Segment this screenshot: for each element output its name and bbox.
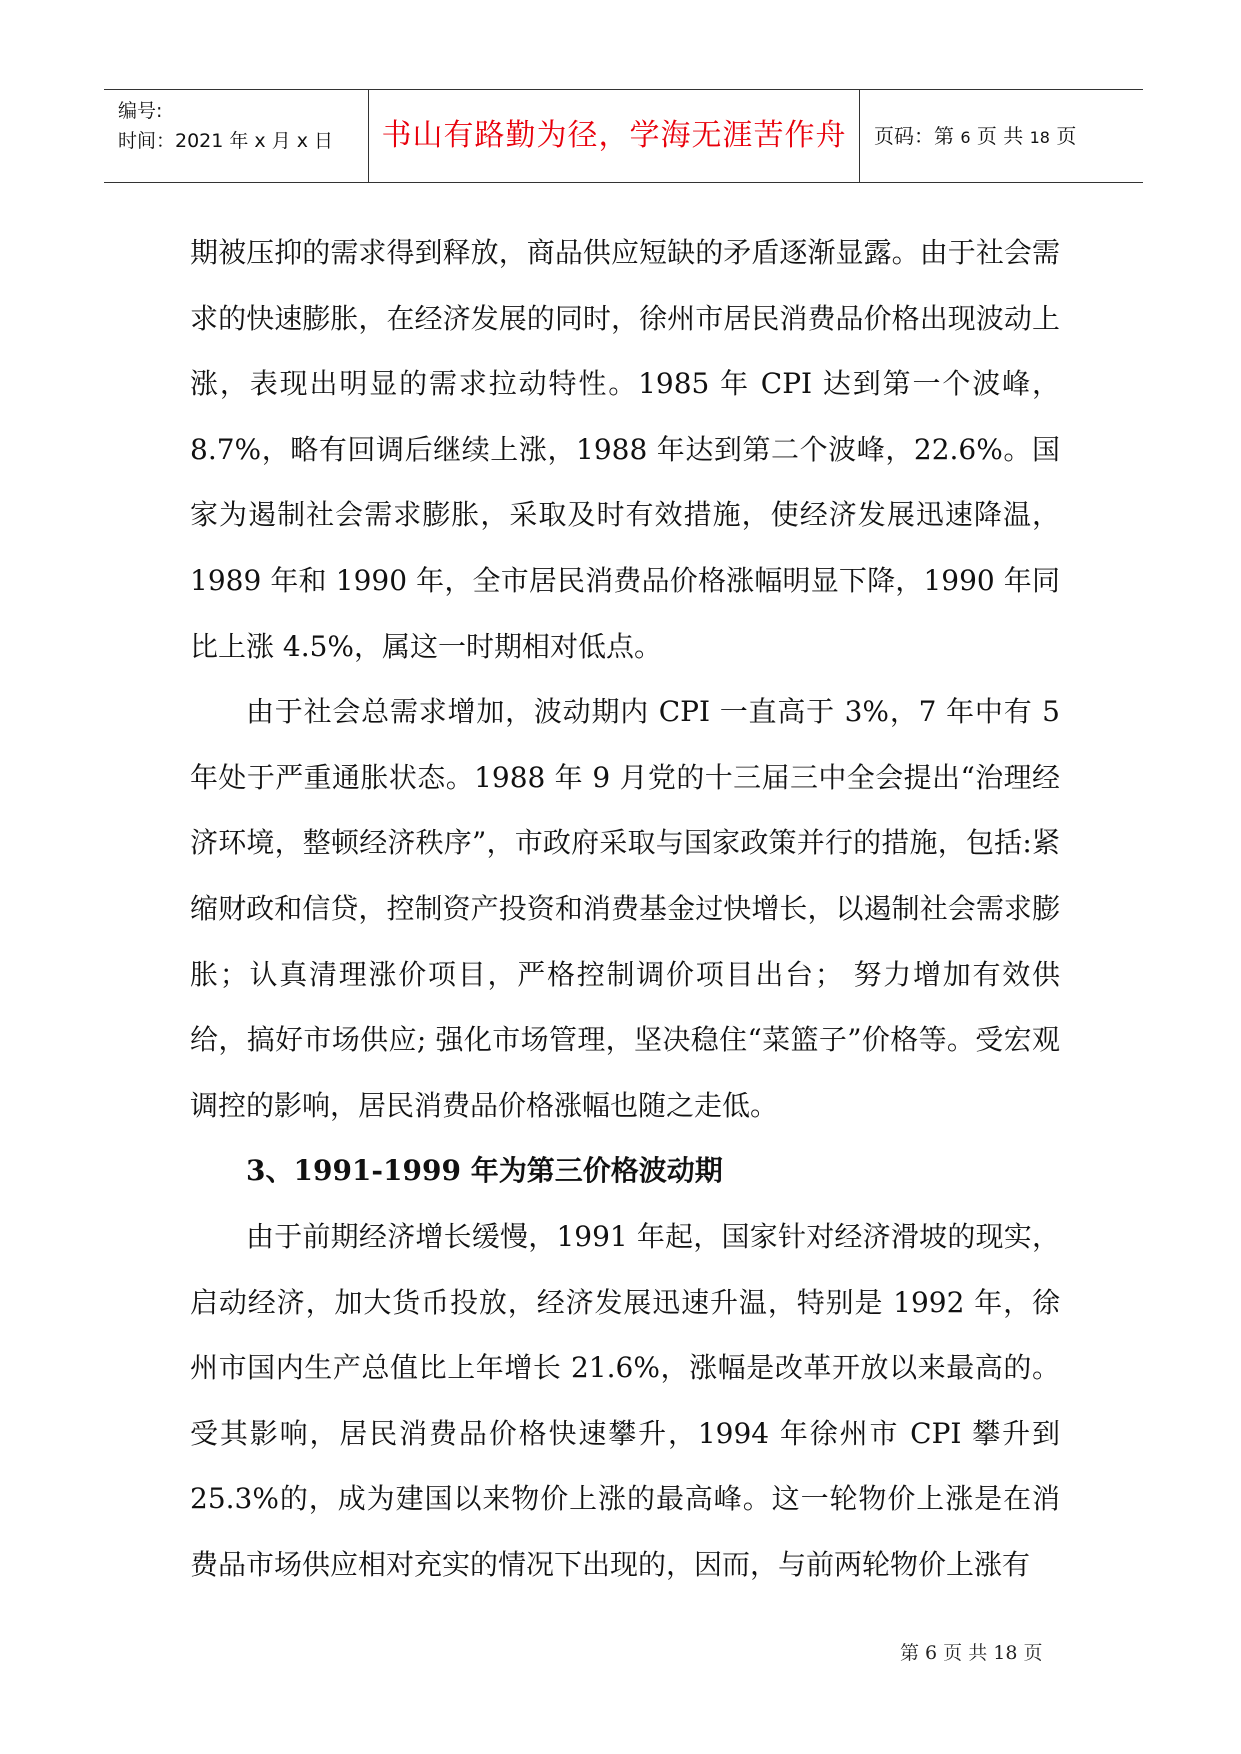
page-current: 6 — [960, 128, 971, 147]
document-time: 时间：2021 年 x 月 x 日 — [118, 130, 334, 152]
header-meta — [118, 96, 358, 156]
document-number-label: 编号: — [118, 100, 163, 122]
body-paragraph-3: 由于前期经济增长缓慢，1991 年起，国家针对经济滑坡的现实，启动经济，加大货币投放，经济发展迅速升温，特别是 1992 年，徐州市国内生产总值比上年增长 21.6%，涨幅是改革开放以来最高的。受其影响，居民消费品价格快速攀升，1994 年徐州市 CPI 攀升到 25.3%的，成为建国以来物价上涨的最高峰。这一轮物价上涨是在消费品市场供应相对充实的情况下出现的，因而，与前两轮物价上涨有 — [190, 1219, 1060, 1581]
header-divider-right — [859, 90, 860, 182]
section-heading-3: 3、1991-1999 年为第三价格波动期 — [246, 1154, 723, 1188]
body-paragraph-2: 由于社会总需求增加，波动期内 CPI 一直高于 3%，7 年中有 5 年处于严重通胀状态。1988 年 9 月党的十三届三中全会提出“治理经济环境，整顿经济秩序”，市政府采取与国家政策并行的措施，包括:紧缩财政和信贷，控制资产投资和消费基金过快增长，以遏制社会需求膨胀；认真清理涨价项目，严格控制调价项目出台； 努力增加有效供给，搞好市场供应; 强化市场管理，坚决稳住“菜篮子”价格等。受宏观调控的影响，居民消费品价格涨幅也随之走低。 — [190, 695, 1060, 1122]
body-paragraph-1: 期被压抑的需求得到释放，商品供应短缺的矛盾逐渐显露。由于社会需求的快速膨胀，在经济发展的同时，徐州市居民消费品价格出现波动上涨，表现出明显的需求拉动特性。1985 年 CPI 达到第一个波峰，8.7%，略有回调后继续上涨，1988 年达到第二个波峰，22.6%。国家为遏制社会需求膨胀，采取及时有效措施，使经济发展迅速降温，1989 年和 1990 年，全市居民消费品价格涨幅明显下降，1990 年同比上涨 4.5%，属这一时期相对低点。 — [190, 236, 1060, 663]
page-middle: 页 共 — [976, 124, 1024, 148]
page-total: 18 — [1029, 128, 1050, 147]
page-header — [104, 89, 1143, 183]
document-body — [190, 220, 1060, 1597]
page-prefix: 页码：第 — [874, 124, 954, 148]
header-page-number — [874, 90, 1076, 182]
page-suffix: 页 — [1056, 124, 1077, 148]
header-motto: 书山有路勤为径，学海无涯苦作舟 — [381, 118, 847, 153]
page-footer: 第 6 页 共 18 页 — [900, 1642, 1043, 1664]
